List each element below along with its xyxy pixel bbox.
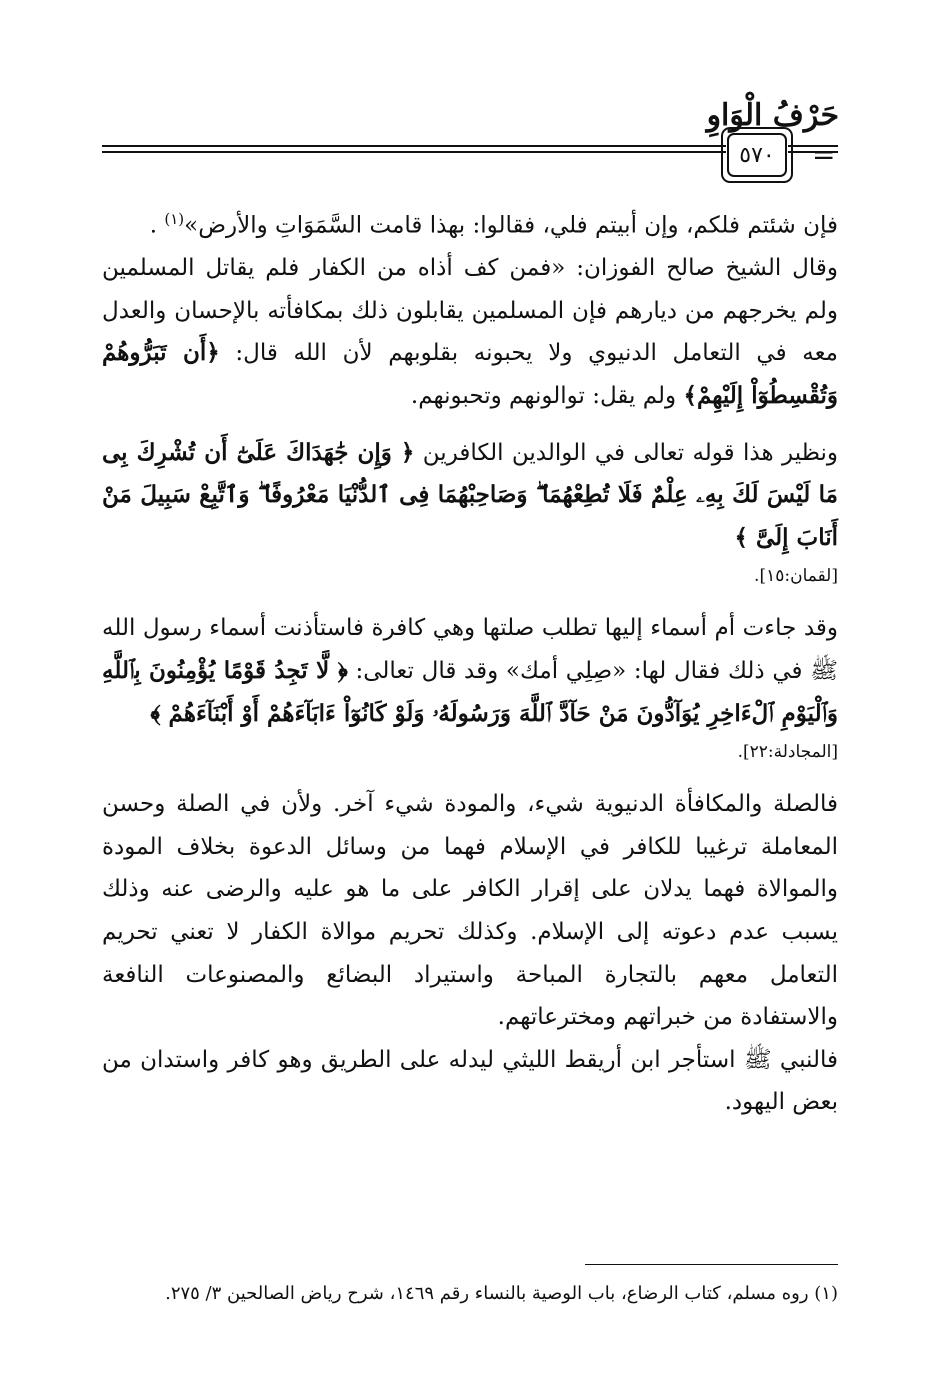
footnote-marker: (١): [164, 210, 185, 228]
paragraph-6: [102, 1039, 838, 1124]
header-rule-upper: [102, 145, 726, 147]
footnote: (١) روه مسلم، كتاب الرضاع، باب الوصية بالنساء رقم ١٤٦٩، شرح رياض الصالحين ٣/ ٢٧٥.: [165, 1283, 838, 1304]
paragraph-5-text: فالصلة والمكافأة الدنيوية شيء، والمودة شيء آخر. ولأن في الصلة وحسن المعاملة ترغيبا للكافر في الإسلام فهما من وسائل الدعوة بخلاف المودة والموالاة فهما يدلان على إقرار الكافر على ما هو عليه والرضى عنه وذلك يسبب عدم دعوته إلى الإسلام. وكذلك تحريم موالاة الكفار لا تعني تحريم التعامل معهم بالتجارة المباحة واستيراد البضائع والمصنوعات النافعة والاستفادة من خبراتهم ومخترعاتهم.: [102, 791, 838, 1031]
paragraph-2-text-a: وقال الشيخ صالح الفوزان: «فمن كف أذاه من الكفار فلم يقاتل المسلمين ولم يخرجهم من ديارهم فإن المسلمين يقابلون ذلك بمكافأته بالإحسان والعدل معه في التعامل الدنيوي ولا يحبونه بقلوبهم لأن الله قال:: [102, 255, 838, 367]
header-rule-lower: [102, 151, 726, 153]
quran-quote-2: ﴿ وَإِن جَٰهَدَاكَ عَلَىٰٓ أَن تُشْرِكَ بِى مَا لَيْسَ لَكَ بِهِۦ عِلْمٌ فَلَا تُطِعْهُمَا ۖ وَصَاحِبْهُمَا فِى ٱلدُّنْيَا مَعْرُوفًا ۖ وَٱتَّبِعْ سَبِيلَ مَنْ أَنَابَ إِلَىَّ ﴾: [102, 438, 838, 551]
separator-mark: =: [812, 138, 836, 171]
paragraph-1-text: فإن شئتم فلكم، وإن أبيتم فلي، فقالوا: بهذا قامت السَّمَوَاتِ والأرض»: [184, 212, 838, 239]
paragraph-2: [102, 247, 838, 417]
quran-quote-3: ﴿ لَّا تَجِدُ قَوْمًا يُؤْمِنُونَ بِٱللَّهِ وَٱلْيَوْمِ ٱلْءَاخِرِ يُوَآدُّونَ مَنْ حَآدَّ ٱللَّهَ وَرَسُولَهُۥ وَلَوْ كَانُوٓاْ ءَابَآءَهُمْ أَوْ أَبْنَآءَهُمْ ﴾: [102, 657, 838, 727]
running-title: حَرْفُ الْوَاوِ: [706, 98, 839, 133]
paragraph-3-text: ونظير هذا قوله تعالى في الوالدين الكافرين: [414, 439, 839, 466]
quran-quote-1: ﴿أَن تَبَرُّوهُمْ وَتُقْسِطُوٓاْ إِلَيْهِمْ﴾: [102, 339, 838, 410]
main-text: [102, 198, 838, 1124]
paragraph-4: [102, 607, 838, 769]
paragraph-1: [102, 198, 838, 247]
paragraph-3: [102, 432, 838, 594]
paragraph-5: [102, 783, 838, 1039]
paragraph-2-text-b: ولم يقل: توالونهم وتحبونهم.: [410, 383, 684, 410]
quran-reference-2: [المجادلة:٢٢].: [737, 742, 838, 763]
page-number: ٥٧٠: [727, 133, 787, 177]
paragraph-4-text: وقد جاءت أم أسماء إليها تطلب صلتها وهي كافرة فاستأذنت أسماء رسول الله ﷺ في ذلك فقال لها: «صِلِي أمك» وقد قال تعالى:: [102, 615, 838, 684]
paragraph-1-end: .: [149, 212, 158, 239]
paragraph-6-text: فالنبي ﷺ استأجر ابن أريقط الليثي ليدله على الطريق وهو كافر واستدان من بعض اليهود.: [102, 1046, 838, 1116]
footnote-rule: [585, 1264, 838, 1265]
quran-reference-1: [لقمان:١٥].: [754, 566, 838, 587]
